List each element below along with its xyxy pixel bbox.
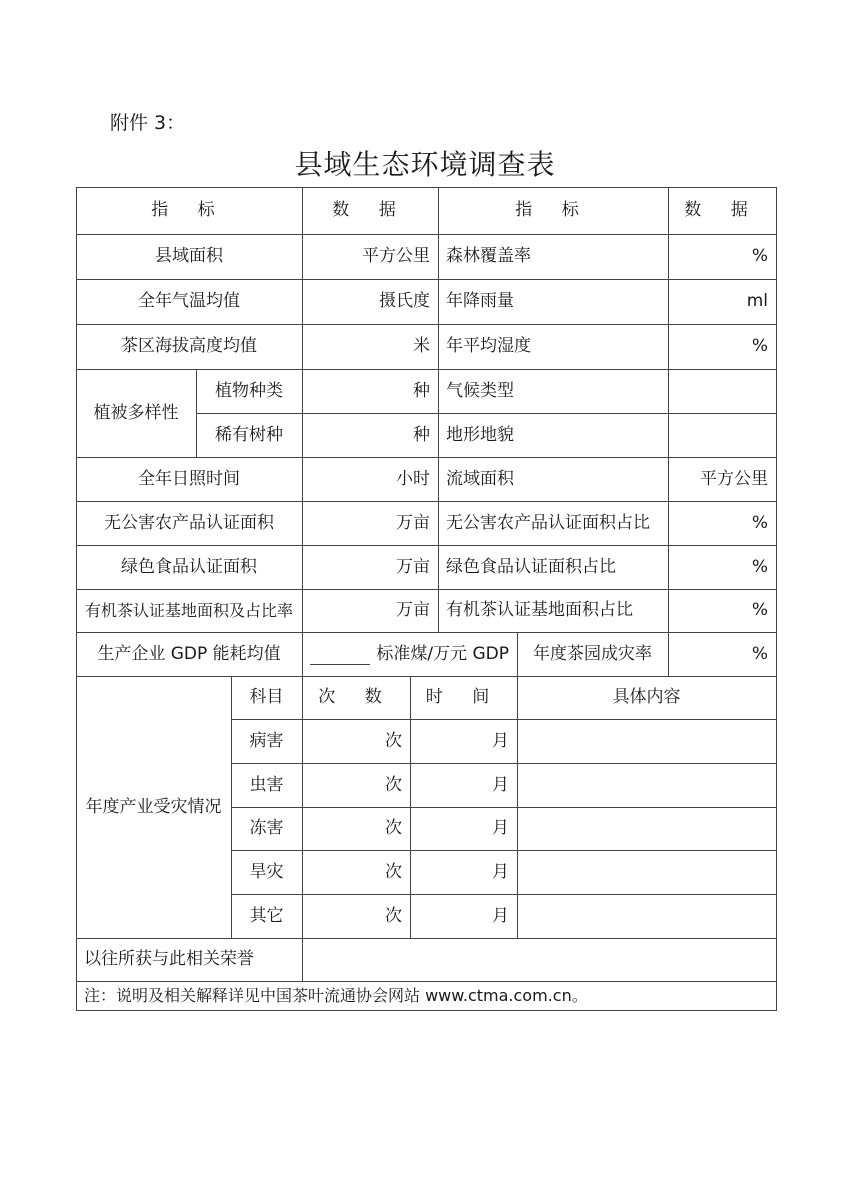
disaster-subject: 冻害 (249, 818, 284, 839)
sunshine-label: 全年日照时间 (138, 468, 240, 489)
disaster-header-count: 次 数 (318, 687, 394, 708)
disaster-count-unit: 次 (385, 730, 402, 751)
organic-tea-ratio-unit: % (751, 600, 768, 621)
terrain-label: 地形地貌 (446, 424, 514, 445)
pollution-free-unit: 万亩 (396, 512, 430, 533)
altitude-label: 茶区海拔高度均值 (121, 336, 257, 357)
table-border-bottom (76, 1010, 776, 1011)
disaster-time-unit: 月 (492, 774, 509, 795)
county-area-label: 县域面积 (155, 246, 223, 267)
pollution-free-ratio-unit: % (751, 512, 768, 533)
gdp-energy-label: 生产企业 GDP 能耗均值 (97, 643, 281, 664)
basin-area-unit: 平方公里 (700, 468, 768, 489)
disaster-header-time: 时 间 (425, 687, 502, 708)
pollution-free-ratio-label: 无公害农产品认证面积占比 (446, 512, 650, 533)
organic-tea-ratio-label: 有机茶认证基地面积占比 (446, 600, 633, 621)
rare-trees-unit: 种 (413, 424, 430, 445)
gdp-energy-blank-line (310, 664, 370, 665)
gdp-energy-unit: 标准煤/万元 GDP (376, 643, 509, 664)
county-area-unit: 平方公里 (362, 246, 430, 267)
altitude-unit: 米 (413, 336, 430, 357)
disaster-time-unit: 月 (492, 730, 509, 751)
disaster-header-subject: 科目 (249, 687, 284, 708)
green-food-unit: 万亩 (396, 556, 430, 577)
disaster-rate-label: 年度茶园成灾率 (533, 643, 652, 664)
attachment-label: 附件 3： (110, 112, 186, 134)
page-title: 县域生态环境调查表 (294, 148, 556, 181)
green-food-ratio-unit: % (751, 556, 768, 577)
disaster-count-unit: 次 (385, 818, 402, 839)
plant-species-label: 植物种类 (215, 380, 283, 401)
rainfall-label: 年降雨量 (446, 291, 514, 312)
disaster-subject: 虫害 (249, 774, 284, 795)
climate-type-label: 气候类型 (446, 380, 514, 401)
annual-temp-unit: 摄氏度 (379, 291, 430, 312)
disaster-time-unit: 月 (492, 818, 509, 839)
disaster-header-content: 具体内容 (612, 687, 681, 708)
disaster-count-unit: 次 (385, 774, 402, 795)
organic-tea-unit: 万亩 (396, 600, 430, 621)
pollution-free-label: 无公害农产品认证面积 (104, 512, 274, 533)
sunshine-unit: 小时 (396, 468, 430, 489)
header-indicator-2: 指 标 (515, 200, 591, 221)
header-data-2: 数 据 (684, 200, 760, 221)
veg-diversity-label: 植被多样性 (93, 402, 179, 423)
header-data: 数 据 (332, 200, 408, 221)
rare-trees-label: 稀有树种 (215, 424, 283, 445)
green-food-ratio-label: 绿色食品认证面积占比 (446, 556, 616, 577)
disaster-time-unit: 月 (492, 861, 509, 882)
disaster-subject: 病害 (249, 730, 284, 751)
forest-coverage-label: 森林覆盖率 (446, 246, 531, 267)
disaster-subject: 其它 (249, 905, 284, 926)
rainfall-unit: ml (746, 291, 768, 312)
disaster-time-unit: 月 (492, 905, 509, 926)
disaster-count-unit: 次 (385, 905, 402, 926)
green-food-label: 绿色食品认证面积 (121, 556, 257, 577)
plant-species-unit: 种 (413, 380, 430, 401)
humidity-unit: % (751, 336, 768, 357)
forest-coverage-unit: % (751, 246, 768, 267)
header-indicator: 指 标 (151, 200, 227, 221)
disaster-rate-unit: % (751, 643, 768, 664)
table-border-right (776, 187, 777, 1011)
honors-label: 以往所获与此相关荣誉 (84, 949, 254, 970)
humidity-label: 年平均湿度 (446, 336, 531, 357)
organic-tea-label: 有机茶认证基地面积及占比率 (84, 600, 293, 620)
disaster-count-unit: 次 (385, 861, 402, 882)
footnote: 注：说明及相关解释详见中国茶叶流通协会网站 www.ctma.com.cn。 (84, 985, 588, 1005)
disaster-subject: 旱灾 (249, 861, 284, 882)
basin-area-label: 流域面积 (446, 468, 514, 489)
annual-temp-label: 全年气温均值 (138, 291, 240, 312)
disaster-section-label: 年度产业受灾情况 (85, 796, 222, 817)
